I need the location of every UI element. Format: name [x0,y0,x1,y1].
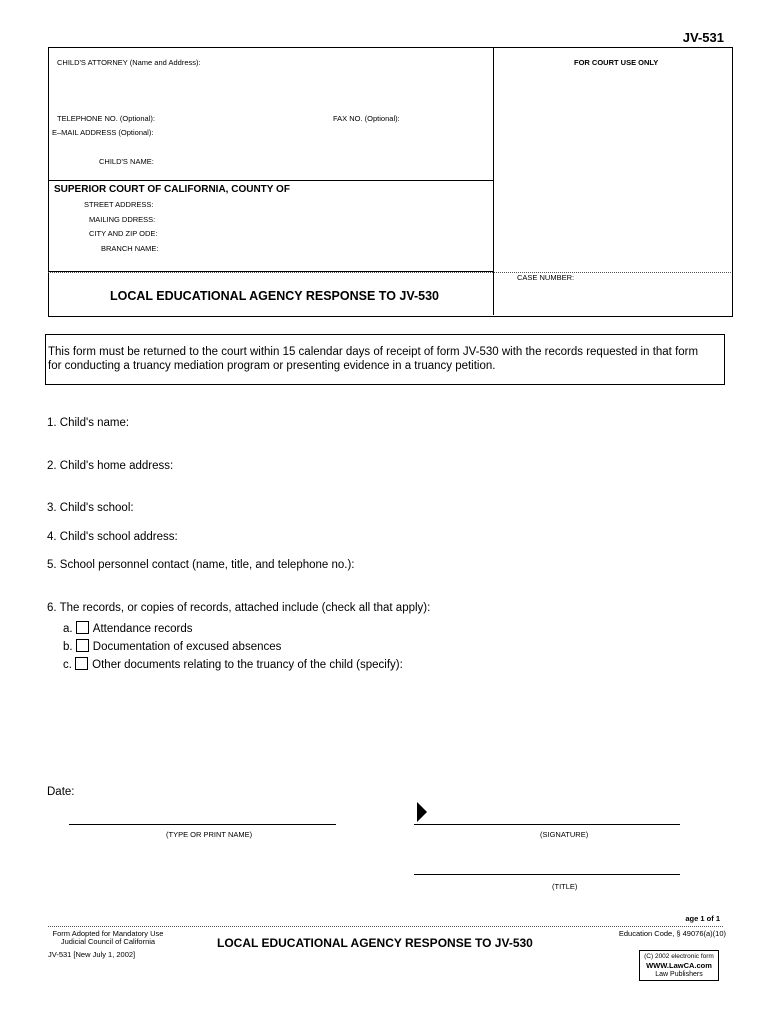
lawca-line-1: (C) 2002 electronic form [644,953,714,960]
city-zip-label: CITY AND ZIP ODE: [89,229,158,238]
signature-arrow-icon [416,802,428,822]
caption-dotted-rule [48,272,731,273]
education-code: Education Code, § 49076(a)(10) [618,929,726,938]
title-line[interactable] [414,874,680,875]
item-personnel-contact: 5. School personnel contact (name, title, and telephone no.): [47,559,355,571]
childs-name-label: CHILD'S NAME: [99,157,154,166]
option-a-letter: a. [63,623,73,635]
option-b-label: Documentation of excused absences [92,641,282,653]
print-name-caption: (TYPE OR PRINT NAME) [166,830,253,839]
adopted-block [48,930,168,946]
fax-label: FAX NO. (Optional): [333,114,400,123]
email-label: E–MAIL ADDRESS (Optional): [52,128,154,137]
option-attendance-records [63,621,193,635]
revision-date: JV-531 [New July 1, 2002] [48,950,136,959]
other-documents-checkbox[interactable] [75,657,88,670]
court-title: SUPERIOR COURT OF CALIFORNIA, COUNTY OF [54,184,290,195]
lawca-line-3: Law Publishers [655,971,703,978]
attendance-records-checkbox[interactable] [76,621,89,634]
signature-caption: (SIGNATURE) [540,830,589,839]
item-school-address: 4. Child's school address: [47,531,178,543]
option-a-label: Attendance records [92,623,193,635]
item-records-attached: 6. The records, or copies of records, attached include (check all that apply): [47,602,431,614]
form-title: LOCAL EDUCATIONAL AGENCY RESPONSE TO JV-530 [110,289,440,303]
option-c-label: Other documents relating to the truancy of the child (specify): [92,659,403,671]
notice-line-2: for conducting a truancy mediation program or presenting evidence in a truancy petition. [48,360,496,372]
print-name-line[interactable] [69,824,336,825]
caption-rule-1 [48,180,493,181]
title-caption: (TITLE) [552,882,578,891]
notice-line-1: This form must be returned to the court within 15 calendar days of receipt of form JV-530 with the records requested in that form [48,346,699,358]
form-number: JV-531 [682,30,724,45]
option-b-letter: b. [63,641,73,653]
option-excused-absences [63,639,281,653]
footer-rule [48,926,723,927]
option-c-letter: c. [63,659,72,671]
caption-divider [493,47,494,315]
option-other-documents [63,657,403,671]
caption-box [48,47,733,317]
signature-line[interactable] [414,824,680,825]
mailing-address-label: MAILING DDRESS: [89,215,156,224]
page-number: age 1 of 1 [685,914,720,923]
item-childs-name: 1. Child's name: [47,417,130,429]
item-home-address: 2. Child's home address: [47,460,174,472]
case-number-label: CASE NUMBER: [517,273,575,282]
item-school: 3. Child's school: [47,502,134,514]
footer-title: LOCAL EDUCATIONAL AGENCY RESPONSE TO JV-530 [217,936,533,950]
attorney-label: CHILD'S ATTORNEY (Name and Address): [57,58,201,67]
excused-absences-checkbox[interactable] [76,639,89,652]
telephone-label: TELEPHONE NO. (Optional): [57,114,155,123]
lawca-badge [639,950,719,981]
adopted-line-2: Judicial Council of California [60,937,156,946]
date-label: Date: [47,786,75,798]
branch-name-label: BRANCH NAME: [101,244,159,253]
street-address-label: STREET ADDRESS: [84,200,154,209]
lawca-line-2: WWW.LawCA.com [646,961,712,970]
adopted-line-1: Form Adopted for Mandatory Use [52,929,164,938]
court-use-label: FOR COURT USE ONLY [574,58,659,67]
